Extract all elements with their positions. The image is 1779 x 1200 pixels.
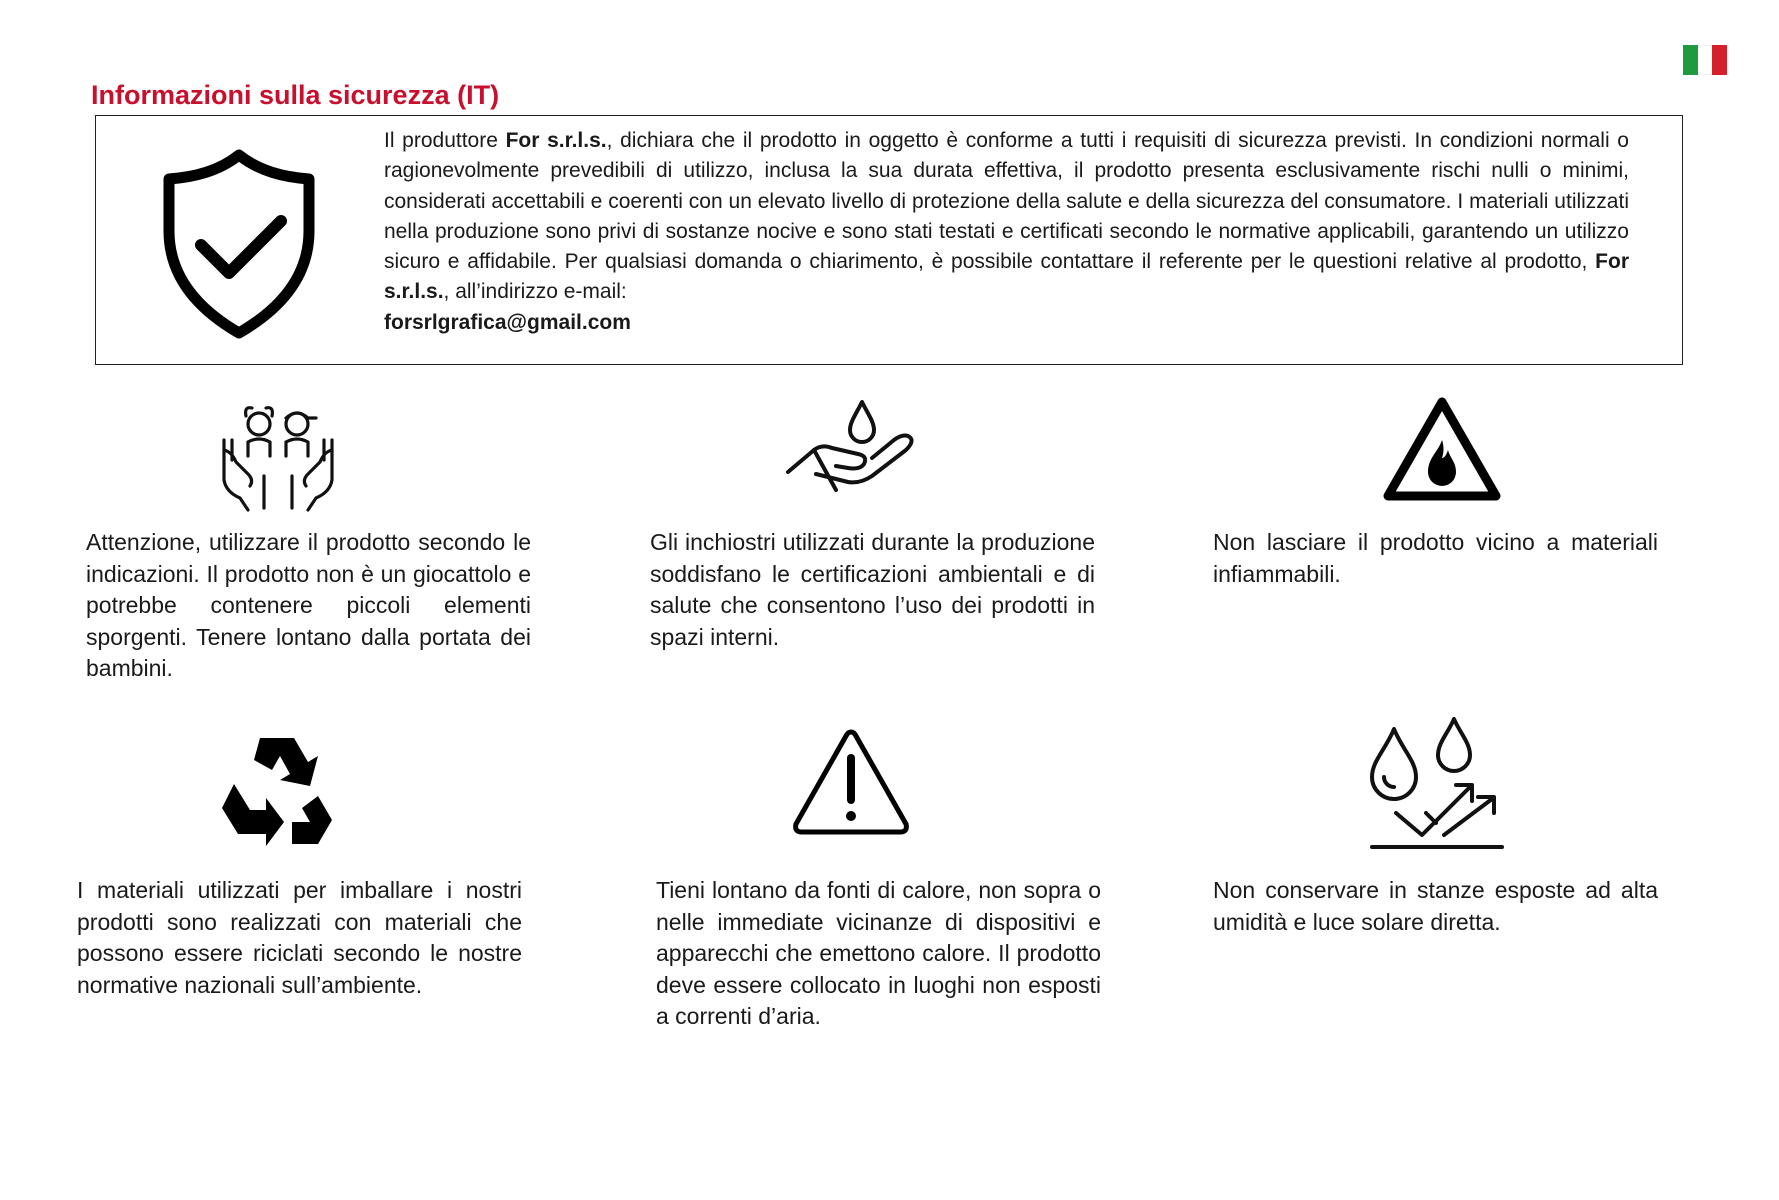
safety-item-text: Non lasciare il prodotto vicino a materiali infiammabili.: [1213, 529, 1658, 587]
water-drop-hand-icon: [786, 396, 920, 496]
safety-item: [86, 527, 531, 685]
info-text-part-1: Il produttore: [384, 129, 506, 152]
info-text-part-3: , all’indirizzo e-mail:: [443, 280, 627, 304]
safety-info-text: [384, 126, 1629, 338]
page-title: Informazioni sulla sicurezza (IT): [91, 80, 500, 110]
safety-item-text: Attenzione, utilizzare il prodotto secondo le indicazioni. Il prodotto non è un giocattolo e potrebbe contenere piccoli elementi sporgenti. Tenere lontano dalla portata dei bambini.: [86, 529, 531, 681]
flag-red-stripe: [1712, 45, 1727, 75]
safety-item: [650, 527, 1095, 653]
safety-item: [656, 875, 1101, 1033]
flag-white-stripe: [1698, 45, 1713, 75]
safety-item-text: Gli inchiostri utilizzati durante la produzione soddisfano le certificazioni ambientali e di salute che consentono l’uso dei prodotti in spazi interni.: [650, 529, 1095, 650]
recycle-icon: [214, 730, 340, 856]
safety-item: [77, 875, 522, 1001]
safety-info-box: [95, 115, 1683, 365]
safety-item-text: Tieni lontano da fonti di calore, non sopra o nelle immediate vicinanze di dispositivi e apparecchi che emettono calore. Il prodotto deve essere collocato in luoghi non esposti a correnti d’aria.: [656, 877, 1101, 1029]
company-name: For s.r.l.s.: [505, 129, 607, 152]
italian-flag: [1683, 45, 1727, 75]
safety-item-text: Non conservare in stanze esposte ad alta umidità e luce solare diretta.: [1213, 877, 1658, 935]
flammable-warning-icon: [1382, 396, 1502, 502]
children-hands-icon: [218, 400, 338, 512]
company-name: For s.r.l.s.: [384, 250, 1629, 304]
flag-green-stripe: [1683, 45, 1698, 75]
shield-check-icon: [159, 149, 319, 339]
safety-item: [1213, 527, 1658, 590]
safety-item-text: I materiali utilizzati per imballare i nostri prodotti sono realizzati con materiali che possono essere riciclati secondo le nostre normative nazionali sull’ambiente.: [77, 877, 522, 998]
safety-item: [1213, 875, 1658, 938]
warning-exclamation-icon: [790, 726, 912, 838]
humidity-icon: [1366, 715, 1506, 850]
info-text-part-2: , dichiara che il prodotto in oggetto è conforme a tutti i requisiti di sicurezza previsti. In condizioni normali o ragionevolmente prevedibili di utilizzo, inclusa la sua durata effettiva, il prodotto presenta esclusivamente rischi nulli o minimi, considerati accettabili e coerenti con un elevato livello di protezione della salute e della sicurezza del consumatore. I materiali utilizzati nella produzione sono privi di sostanze nocive e sono stati testati e certificati secondo le normative applicabili, garantendo un utilizzo sicuro e affidabile. Per qualsiasi domanda o chiarimento, è possibile contattare il referente per le questioni relative al prodotto,: [384, 129, 1629, 274]
contact-email: forsrlgrafica@gmail.com: [384, 310, 631, 334]
